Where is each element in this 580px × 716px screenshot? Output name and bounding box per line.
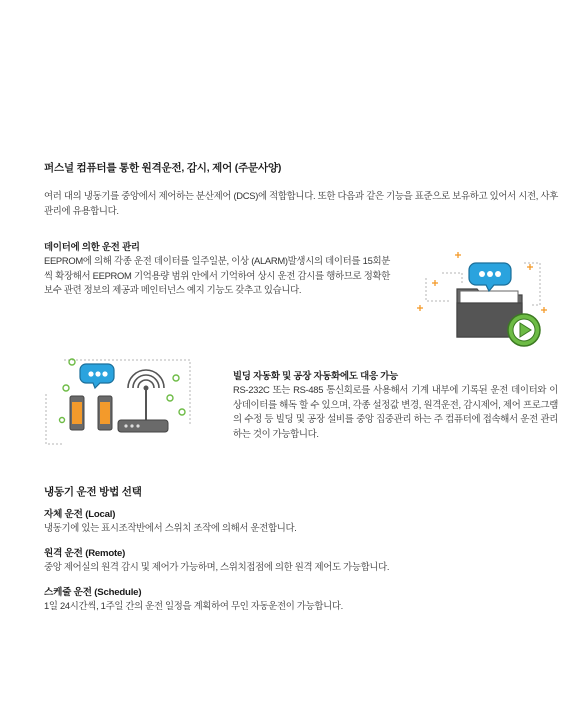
mode-local-title: 자체 운전 (Local) xyxy=(44,509,116,520)
section-title-remote-control: 퍼스널 컴퓨터를 통한 원격운전, 감시, 제어 (주문사양) xyxy=(44,162,282,174)
intro-paragraph: 여러 대의 냉동기를 중앙에서 제어하는 분산제어 (DCS)에 적합합니다. 또한 다음과 같은 기능을 표준으로 보유하고 있어서 시전, 사후관리에 유용합니다. xyxy=(44,190,558,216)
mode-remote-title: 원격 운전 (Remote) xyxy=(44,548,126,559)
mode-schedule-title: 스케줄 운전 (Schedule) xyxy=(44,587,142,598)
feature-data-body: EEPROM에 의해 각종 운전 데이터를 일주일분, 이상 (ALARM)발생시의 데이터를 15회분 씩 확장해서 EEPROM 기억용량 범위 안에서 기억하여 상시 운전 감시를 행하므로 정확한 보수 관련 정보의 제공과 메인터넌스 예지 기능도 갖추고 있습니다. xyxy=(44,255,390,296)
mode-local-desc: 냉동기에 있는 표시조작반에서 스위치 조작에 의해서 운전합니다. xyxy=(44,522,297,533)
feature-building-body: RS-232C 또는 RS-485 통신회로를 사용해서 기계 내부에 기록된 운전 데이터와 이상데이터를 해독 할 수 있으며, 각종 설정값 변경, 원격운전, 감시제어, 제어 프로그램의 수정 등 빌딩 및 공장 설비를 중앙 집중관리 하는 주 컴퓨터에 접속해서 운전 관리하는 것이 가능합니다. xyxy=(233,384,558,439)
section-title-operation-mode: 냉동기 운전 방법 선택 xyxy=(44,486,142,498)
feature-data-title: 데이터에 의한 운전 관리 xyxy=(44,241,140,252)
folder-play-icon xyxy=(412,243,552,351)
router-phones-icon xyxy=(44,354,194,450)
mode-schedule-desc: 1일 24시간씩, 1주일 간의 운전 일정을 계획하여 무인 자동운전이 가능합니다. xyxy=(44,600,343,611)
feature-building-title: 빌딩 자동화 및 공장 자동화에도 대응 가능 xyxy=(233,370,398,381)
mode-remote-desc: 중앙 제어실의 원격 감시 및 제어가 가능하며, 스위치접점에 의한 원격 제어도 가능합니다. xyxy=(44,561,390,572)
